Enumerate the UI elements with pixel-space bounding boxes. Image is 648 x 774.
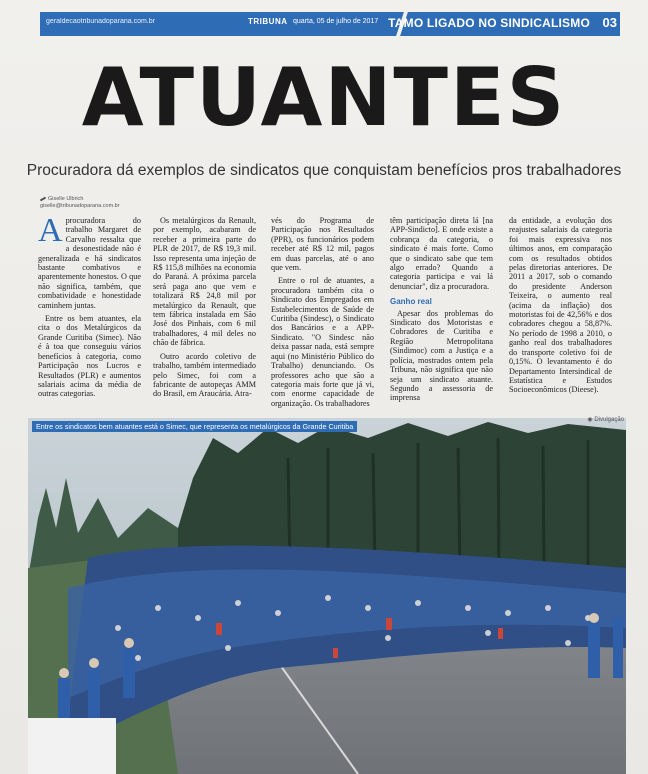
crowd-photo-illustration [28, 418, 626, 774]
drop-cap: A [38, 212, 63, 249]
page-number: 03 [602, 15, 617, 30]
paragraph: Outro acordo coletivo de trabalho, também intermediado pelo Simec, foi com a fabricante de autopeças AMM do Brasil, em Araucária. Atra- [153, 351, 256, 399]
byline [40, 196, 120, 210]
header-section-title: TAMO LIGADO NO SINDICALISMO [388, 16, 590, 30]
article-column-2 [153, 216, 256, 403]
paragraph: Entre o rol de atuantes, a procuradora também cita o Sindicato dos Empregados em Estabelecimentos de Saúde de Curitiba (Sindesc), o Sindicato dos Bancários e a APP-Sindicato. "O Sindesc não deixa passar nada, está sempre aqui (no Ministério Público do Trabalho) denunciando. Os professores acho que são a categoria mais forte que já vi, com enorme capacidade de organização. Os trabalhadores [271, 276, 374, 408]
article-subtitle: Procuradora dá exemplos de sindicatos que conquistam benefícios pros trabalhadores [26, 162, 622, 179]
paragraph: vés do Programa de Participação nos Resultados (PPR), os funcionários podem receber até R$ 12 mil, pagos em duas parcelas, até o ano que vem. [271, 216, 374, 273]
subheading: Ganho real [390, 297, 432, 307]
article-column-5 [509, 216, 612, 399]
article-column-1 [38, 212, 141, 403]
paragraph: têm participação direta lá [na APP-Sindicto]. E onde existe a cobrança da categoria, o sindicato é mais forte. Como que o sindicato sabe que tem algo errado? Quando a categoria participa e vai lá denunciar", diz a procuradora. [390, 216, 493, 291]
camera-icon: ◉ [587, 417, 595, 423]
paragraph: Entre os bem atuantes, ela cita o dos Metalúrgicos da Grande Curitiba (Simec). Não é à toa que conseguiu vários benefícios à categoria, como Participação nos Lucros e Resultados (PLR) e aumentos salariais acima da média de outras categorias. [38, 314, 141, 399]
header-date: quarta, 05 de julho de 2017 [293, 18, 379, 25]
article-column-4 [390, 216, 493, 407]
article-column-3 [271, 216, 374, 412]
byline-name: Giselle Ulbrich [48, 196, 84, 202]
page-header-bar [40, 12, 620, 36]
pen-icon [40, 196, 46, 201]
header-paper-name: TRIBUNA [248, 17, 288, 26]
article-headline: ATUANTES [81, 51, 567, 144]
paragraph: da entidade, a evolução dos reajustes salariais da categoria foi mais expressiva nos últimos anos, em comparação com os resultados obtidos pelas diretorias anteriores. De 2011 a 2017, sob o comando do presidente Anderson Teixeira, o aumento real (acima da inflação) dos motoristas foi de 42,56% e dos cobradores chegou a 58,87%. No período de 1998 a 2010, o ganho real dos trabalhadores do transporte coletivo foi de 0,15%. O levantamento é do Departamento Intersindical de Estatística e Estudos Socioeconômicos (Dieese). [509, 216, 612, 395]
paragraph: Aprocuradora do trabalho Margaret de Carvalho ressalta que a desonestidade não é generalizada e há sindicatos bastante combativos e aparentemente honestos. O que não significa, também, que combatividade e honestidade caminhem juntas. [38, 212, 141, 310]
byline-email: giselle@tribunadoparana.com.br [40, 203, 120, 209]
paragraph: Apesar dos problemas do Sindicato dos Motoristas e Cobradores de Curitiba e Região Metropolitana (Sindimoc) com a Justiça e a polícia, mostrados ontem pela Tribuna, não significa que não seja um sindicato atuante. Segundo a assessoria de imprensa [390, 308, 493, 403]
news-photo [28, 418, 626, 774]
paragraph: Os metalúrgicos da Renault, por exemplo, acabaram de receber a primeira parte do PLR de 2017, de R$ 19,3 mil. Isso representa uma injeção de R$ 115,8 milhões na economia do Paraná. A próxima parcela será paga ano que vem e totalizará R$ 24,8 mil por metalúrgico da Renault, que tem fábrica instalada em São José dos Pinhais, com 6 mil trabalhadores, 4 mil deles no chão de fábrica. [153, 216, 256, 348]
header-email: geraldecaotribunadoparana.com.br [46, 18, 155, 25]
photo-caption: Entre os sindicatos bem atuantes está o Simec, que representa os metalúrgicos da Grande Curitiba [32, 421, 357, 432]
photo-credit: ◉ Divulgação [587, 417, 624, 423]
